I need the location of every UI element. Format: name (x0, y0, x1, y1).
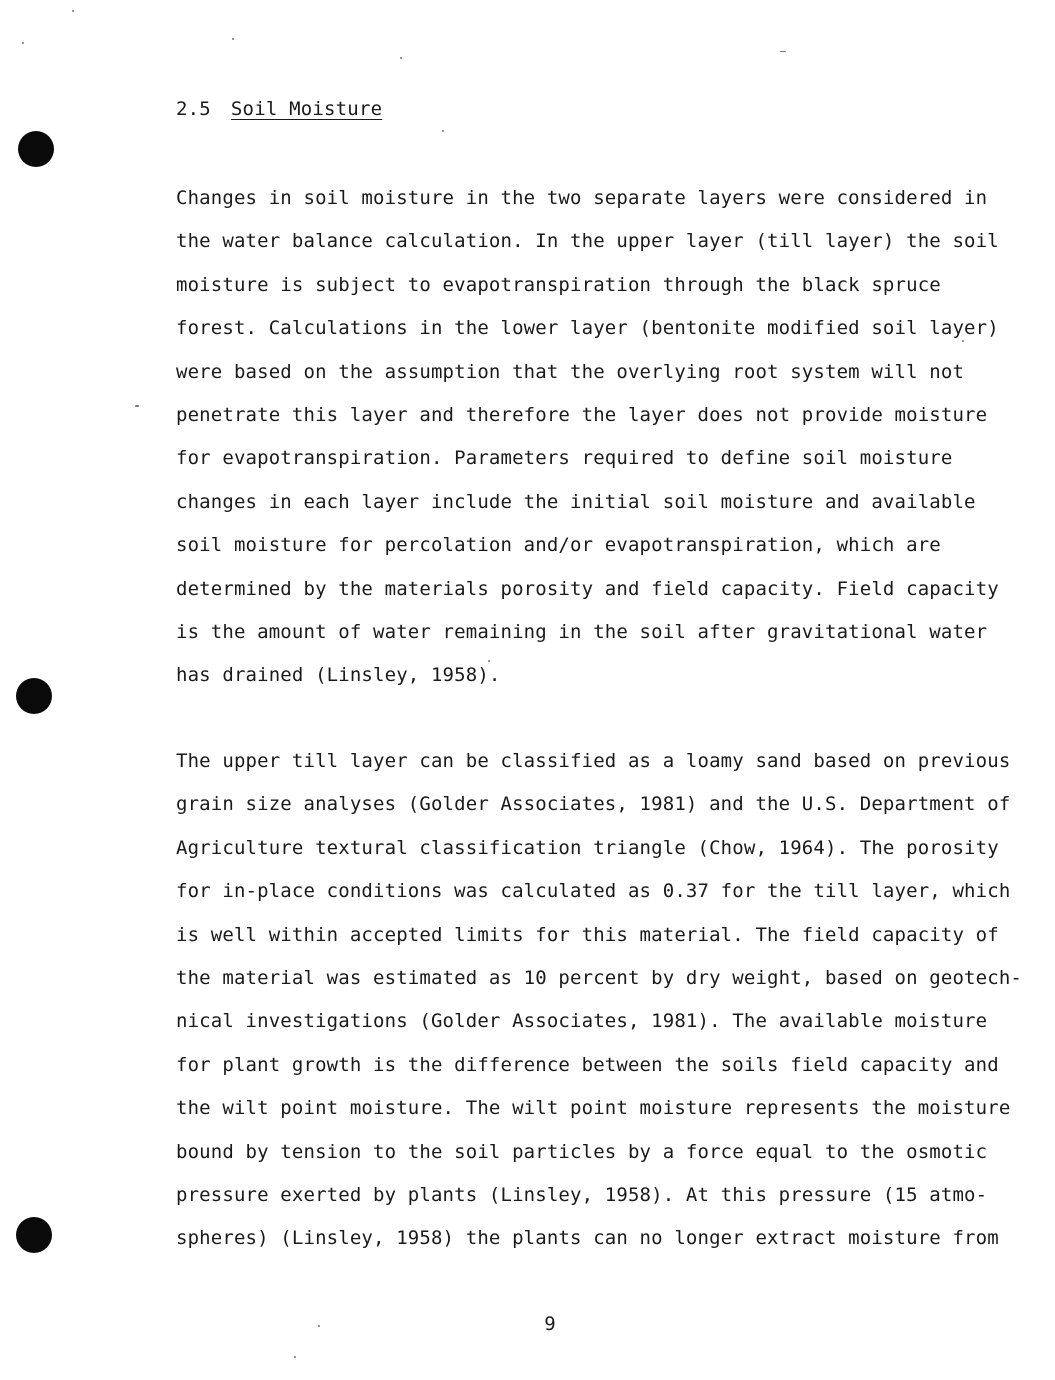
text-line: for plant growth is the difference between the soils field capacity and (176, 1053, 999, 1076)
scan-speck (294, 1356, 296, 1358)
text-line: penetrate this layer and therefore the layer does not provide moisture (176, 403, 988, 426)
text-line: the water balance calculation. In the upper layer (till layer) the soil (176, 230, 999, 253)
text-line: forest. Calculations in the lower layer (bentonite modified soil layer) (176, 317, 999, 340)
text-line: moisture is subject to evapotranspiration through the black spruce (176, 273, 941, 296)
punch-hole-bottom (16, 1217, 52, 1253)
text-line: were based on the assumption that the overlying root system will not (176, 360, 965, 383)
text-line: determined by the materials porosity and field capacity. Field capacity (176, 577, 999, 600)
text-line: Agriculture textural classification triangle (Chow, 1964). The porosity (176, 836, 999, 859)
page-number: 9 (544, 1313, 556, 1335)
paragraph-soil-moisture-changes (176, 177, 999, 698)
text-line: for evapotranspiration. Parameters required to define soil moisture (176, 447, 953, 470)
section-title: Soil Moisture (230, 98, 383, 120)
paragraph-till-layer-classification (176, 740, 1022, 1261)
scan-speck (442, 130, 444, 132)
text-line: The upper till layer can be classified as a loamy sand based on previous (176, 750, 1011, 772)
text-line: spheres) (Linsley, 1958) the plants can no longer extract moisture from (176, 1227, 999, 1250)
text-line: grain size analyses (Golder Associates, 1981) and the U.S. Department of (176, 793, 1011, 816)
text-line: nical investigations (Golder Associates, 1981). The available moisture (176, 1010, 988, 1033)
text-line: bound by tension to the soil particles by a force equal to the osmotic (176, 1140, 988, 1163)
text-line: changes in each layer include the initial soil moisture and available (176, 490, 976, 513)
section-heading (176, 98, 382, 120)
text-line: the wilt point moisture. The wilt point moisture represents the moisture (176, 1097, 1011, 1120)
text-line: is the amount of water remaining in the soil after gravitational water (176, 620, 988, 643)
punch-hole-middle (16, 678, 52, 714)
scan-speck (780, 51, 786, 52)
scan-speck (232, 38, 234, 40)
text-line: soil moisture for percolation and/or evapotranspiration, which are (176, 534, 941, 557)
text-line: for in-place conditions was calculated as 0.37 for the till layer, which (176, 880, 1011, 903)
text-line: Changes in soil moisture in the two separate layers were considered in (176, 187, 988, 209)
scan-speck (72, 10, 74, 12)
text-line: is well within accepted limits for this material. The field capacity of (176, 923, 999, 946)
text-line: has drained (Linsley, 1958). (176, 664, 501, 687)
scan-speck (135, 405, 139, 407)
text-line: pressure exerted by plants (Linsley, 1958). At this pressure (15 atmo- (176, 1183, 988, 1206)
punch-hole-top (18, 131, 54, 167)
scan-speck (22, 42, 24, 44)
section-number: 2.5 (176, 98, 211, 120)
scan-speck (400, 57, 402, 59)
text-line: the material was estimated as 10 percent by dry weight, based on geotech- (176, 966, 1022, 989)
